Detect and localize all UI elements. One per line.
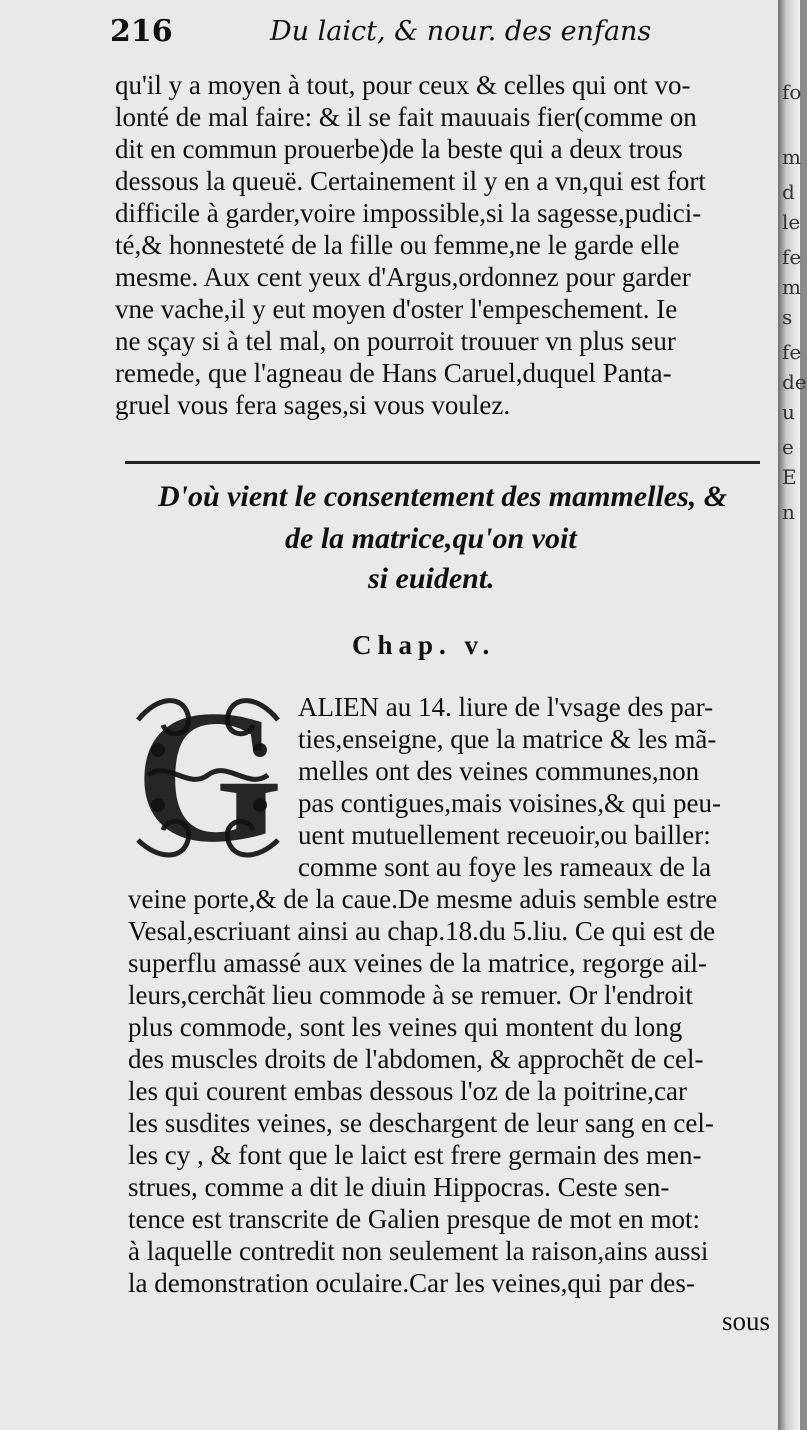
text-line: pas contigues,mais voisines,& qui peu-: [298, 788, 721, 818]
margin-fragment: E: [782, 465, 797, 489]
text-line: les qui courent embas dessous l'oz de la poitrine,car: [128, 1076, 687, 1106]
page-header: [110, 14, 760, 54]
text-line: superflu amassé aux veines de la matrice, regorge ail-: [128, 948, 708, 978]
text-line: tence est transcrite de Galien presque de mot en mot:: [128, 1204, 701, 1234]
text-line: ties,enseigne, que la matrice & les mã-: [298, 724, 717, 754]
text-line: les cy , & font que le laict est frere germain des men-: [128, 1140, 702, 1170]
text-line: les susdites veines, se deschargent de leur sang en cel-: [128, 1108, 714, 1138]
text-line: uent mutuellement receuoir,ou bailler:: [298, 820, 711, 850]
margin-fragment: fe: [782, 245, 802, 269]
text-line: té,& honnesteté de la fille ou femme,ne le garde elle: [115, 230, 680, 260]
margin-fragment: m: [782, 145, 801, 169]
initial-letter: G: [135, 672, 283, 882]
margin-fragment: e: [782, 435, 794, 459]
text-line: des muscles droits de l'abdomen, & approchẽt de cel-: [128, 1044, 704, 1074]
text-line: la demonstration oculaire.Car les veines,qui par des-: [128, 1268, 695, 1298]
text-line: veine porte,& de la caue.De mesme aduis semble estre: [128, 884, 718, 914]
text-line: vne vache,il y eut moyen d'oster l'empeschement. Ie: [115, 294, 678, 324]
text-line: ne sçay si à tel mal, on pourroit trouuer vn plus seur: [115, 326, 676, 356]
title-line: de la matrice,qu'on voit: [285, 522, 577, 555]
text-line: Vesal,escriuant ainsi au chap.18.du 5.liu. Ce qui est de: [128, 916, 716, 946]
text-line: dit en commun prouerbe)de la beste qui a deux trous: [115, 134, 683, 164]
section-divider: [125, 461, 760, 464]
page-number: 216: [110, 14, 173, 49]
margin-fragment: n: [782, 500, 795, 524]
text-line: gruel vous fera sages,si vous voulez.: [115, 390, 511, 420]
decorated-initial: [128, 672, 290, 882]
facing-page-edge: [778, 0, 807, 1430]
margin-fragment: s: [782, 305, 793, 329]
text-line: mesme. Aux cent yeux d'Argus,ordonnez pour garder: [115, 262, 691, 292]
running-title: Du laict, & nour. des enfans: [270, 16, 652, 47]
margin-fragment: m: [782, 275, 801, 299]
title-line: D'où vient le consentement des mammelles, &: [158, 480, 728, 513]
margin-fragment: le: [782, 210, 801, 234]
chapter-heading: Chap. v.: [352, 630, 496, 660]
text-line: comme sont au foye les rameaux de la: [298, 852, 712, 882]
margin-fragment: de: [782, 370, 807, 394]
margin-fragment: d: [782, 180, 795, 204]
text-line: remede, que l'agneau de Hans Caruel,duquel Panta-: [115, 358, 672, 388]
title-line: si euident.: [368, 562, 495, 595]
text-line: ALIEN au 14. liure de l'vsage des par-: [298, 692, 714, 722]
text-line: lonté de mal faire: & il se fait mauuais fier(comme on: [115, 102, 697, 132]
catchword: sous: [722, 1306, 771, 1336]
text-line: à laquelle contredit non seulement la raison,ains aussi: [128, 1236, 709, 1266]
margin-fragment: u: [782, 400, 795, 424]
text-line: melles ont des veines communes,non: [298, 756, 700, 786]
text-line: difficile à garder,voire impossible,si la sagesse,pudici-: [115, 198, 702, 228]
text-line: plus commode, sont les veines qui montent du long: [128, 1012, 683, 1042]
text-line: leurs,cerchãt lieu commode à se remuer. Or l'endroit: [128, 980, 693, 1010]
margin-fragment: fe: [782, 340, 802, 364]
margin-fragment: fo: [782, 80, 802, 104]
text-line: strues, comme a dit le diuin Hippocras. Ceste sen-: [128, 1172, 670, 1202]
text-line: dessous la queuë. Certainement il y en a vn,qui est fort: [115, 166, 706, 196]
text-line: qu'il y a moyen à tout, pour ceux & celles qui ont vo-: [115, 70, 691, 100]
